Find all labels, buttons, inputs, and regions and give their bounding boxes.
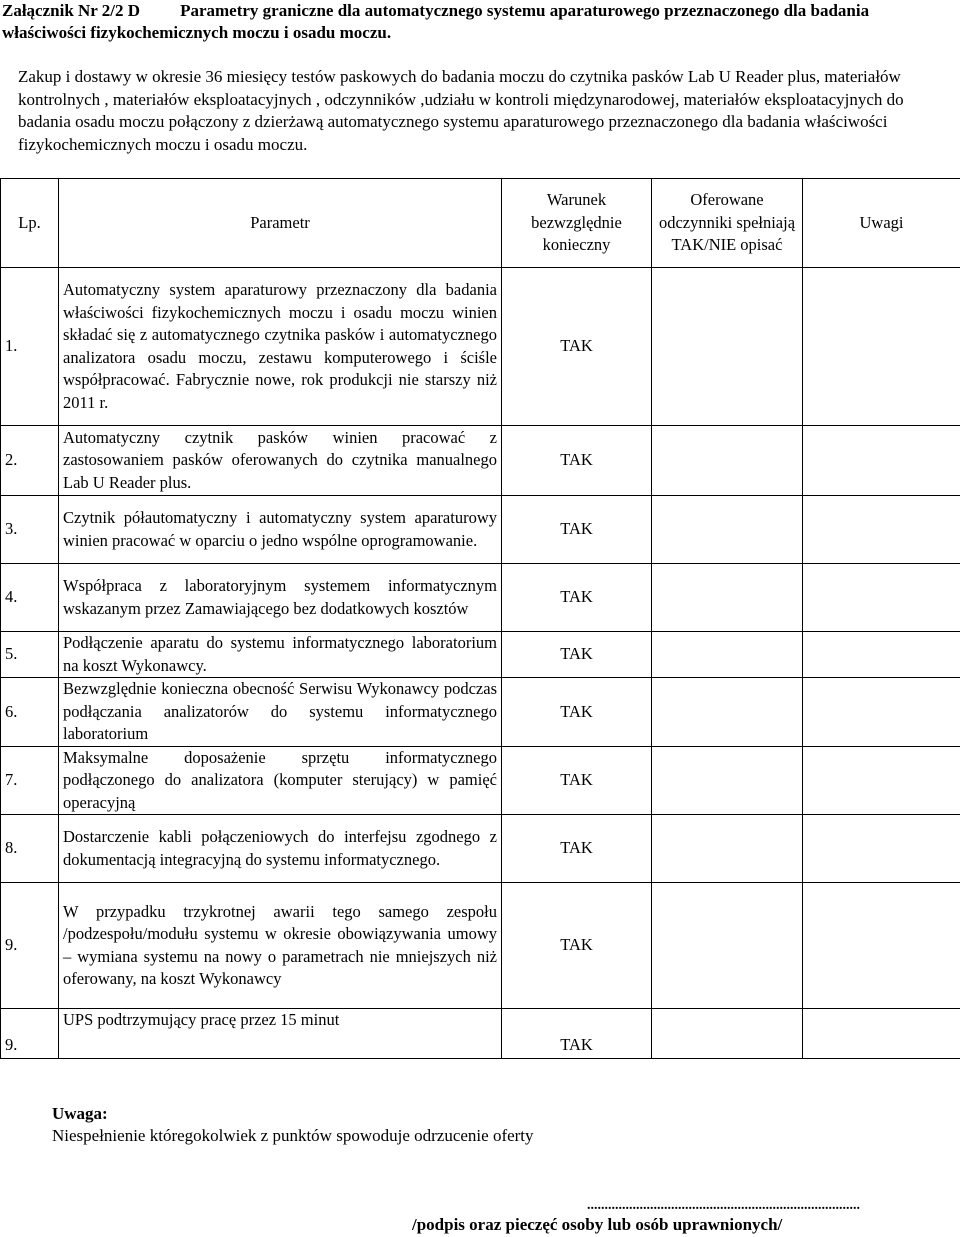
row-parametr: Podłączenie aparatu do systemu informatycznego laboratorium na koszt Wykonawcy. — [59, 632, 502, 678]
row-lp: 6. — [1, 678, 59, 747]
row-uwagi[interactable] — [803, 883, 960, 1009]
table-row — [1, 496, 960, 564]
header-oferowane: Oferowane odczynniki spełniają TAK/NIE opisać — [652, 179, 803, 268]
row-oferowane[interactable] — [652, 678, 803, 747]
row-parametr: Dostarczenie kabli połączeniowych do interfejsu zgodnego z dokumentacją integracyjną do systemu informatycznego. — [59, 815, 502, 883]
row-oferowane[interactable] — [652, 883, 803, 1009]
row-warunek: TAK — [502, 426, 652, 496]
row-warunek: TAK — [502, 268, 652, 426]
table-row — [1, 815, 960, 883]
row-oferowane[interactable] — [652, 1009, 803, 1059]
signature-label: /podpis oraz pieczęć osoby lub osób uprawnionych/ — [412, 1215, 783, 1234]
row-warunek: TAK — [502, 1009, 652, 1059]
row-uwagi[interactable] — [803, 564, 960, 632]
row-uwagi[interactable] — [803, 632, 960, 678]
row-parametr: W przypadku trzykrotnej awarii tego samego zespołu /podzespołu/modułu systemu w okresie obowiązywania umowy – wymiana systemu na nowy o parametrach nie mniejszych niż oferowany, na koszt Wykonawcy — [59, 883, 502, 1009]
row-warunek: TAK — [502, 815, 652, 883]
row-oferowane[interactable] — [652, 564, 803, 632]
row-uwagi[interactable] — [803, 1009, 960, 1059]
row-parametr: Maksymalne doposażenie sprzętu informatycznego podłączonego do analizatora (komputer sterujący) w pamięć operacyjną — [59, 746, 502, 815]
row-parametr: UPS podtrzymujący pracę przez 15 minut — [59, 1009, 502, 1059]
row-warunek: TAK — [502, 883, 652, 1009]
row-oferowane[interactable] — [652, 815, 803, 883]
row-lp: 9. — [1, 883, 59, 1009]
header-lp: Lp. — [1, 179, 59, 268]
header-warunek: Warunek bezwzględnie konieczny — [502, 179, 652, 268]
row-warunek: TAK — [502, 564, 652, 632]
row-warunek: TAK — [502, 496, 652, 564]
signature-line: .............................................................................. — [587, 1198, 860, 1213]
table-row — [1, 564, 960, 632]
document-title — [2, 0, 957, 44]
row-uwagi[interactable] — [803, 815, 960, 883]
intro-paragraph: Zakup i dostawy w okresie 36 miesięcy testów paskowych do badania moczu do czytnika pasków Lab U Reader plus, materiałów kontrolnych , materiałów eksploatacyjnych , odczynników ,udziału w kontroli międzynarodowej, materiałów eksploatacyjnych do badania osadu moczu połączony z dzierżawą automatycznego systemu aparaturowego przeznaczonego dla badania właściwości fizykochemicznych moczu i osadu moczu. — [18, 67, 904, 154]
row-lp: 2. — [1, 426, 59, 496]
row-parametr: Czytnik półautomatyczny i automatyczny system aparaturowy winien pracować w oparciu o jedno wspólne oprogramowanie. — [59, 496, 502, 564]
header-uwagi: Uwagi — [803, 179, 960, 268]
header-parametr: Parametr — [59, 179, 502, 268]
row-oferowane[interactable] — [652, 496, 803, 564]
row-lp: 5. — [1, 632, 59, 678]
row-lp: 9. — [1, 1009, 59, 1059]
row-oferowane[interactable] — [652, 426, 803, 496]
table-row — [1, 678, 960, 747]
row-uwagi[interactable] — [803, 268, 960, 426]
table-row — [1, 632, 960, 678]
title-description: Parametry graniczne dla automatycznego systemu aparaturowego przeznaczonego dla badania właściwości fizykochemicznych moczu i osadu moczu. — [2, 1, 870, 42]
note-title: Uwaga: — [52, 1104, 108, 1123]
row-lp: 3. — [1, 496, 59, 564]
row-parametr: Automatyczny czytnik pasków winien pracować z zastosowaniem pasków oferowanych do czytnika manualnego Lab U Reader plus. — [59, 426, 502, 496]
table-header-row — [1, 179, 960, 268]
table-row — [1, 426, 960, 496]
row-lp: 7. — [1, 746, 59, 815]
parameters-table — [0, 178, 960, 1059]
note-text: Niespełnienie któregokolwiek z punktów spowoduje odrzucenie oferty — [52, 1126, 534, 1145]
table-row — [1, 1009, 960, 1059]
row-parametr: Automatyczny system aparaturowy przeznaczony dla badania właściwości fizykochemicznych moczu i osadu moczu winien składać się z automatycznego czytnika pasków i automatycznego analizatora osadu moczu, zestawu komputerowego i ściśle współpracować. Fabrycznie nowe, rok produkcji nie starszy niż 2011 r. — [59, 268, 502, 426]
row-warunek: TAK — [502, 746, 652, 815]
row-lp: 4. — [1, 564, 59, 632]
row-warunek: TAK — [502, 632, 652, 678]
row-oferowane[interactable] — [652, 268, 803, 426]
attachment-number: Załącznik Nr 2/2 D — [2, 1, 141, 20]
row-oferowane[interactable] — [652, 746, 803, 815]
row-warunek: TAK — [502, 678, 652, 747]
row-uwagi[interactable] — [803, 426, 960, 496]
table-row — [1, 883, 960, 1009]
table-row — [1, 268, 960, 426]
row-lp: 1. — [1, 268, 59, 426]
row-uwagi[interactable] — [803, 746, 960, 815]
row-oferowane[interactable] — [652, 632, 803, 678]
row-uwagi[interactable] — [803, 496, 960, 564]
row-parametr: Bezwzględnie konieczna obecność Serwisu Wykonawcy podczas podłączania analizatorów do systemu informatycznego laboratorium — [59, 678, 502, 747]
row-parametr: Współpraca z laboratoryjnym systemem informatycznym wskazanym przez Zamawiającego bez dodatkowych kosztów — [59, 564, 502, 632]
row-uwagi[interactable] — [803, 678, 960, 747]
row-lp: 8. — [1, 815, 59, 883]
table-row — [1, 746, 960, 815]
